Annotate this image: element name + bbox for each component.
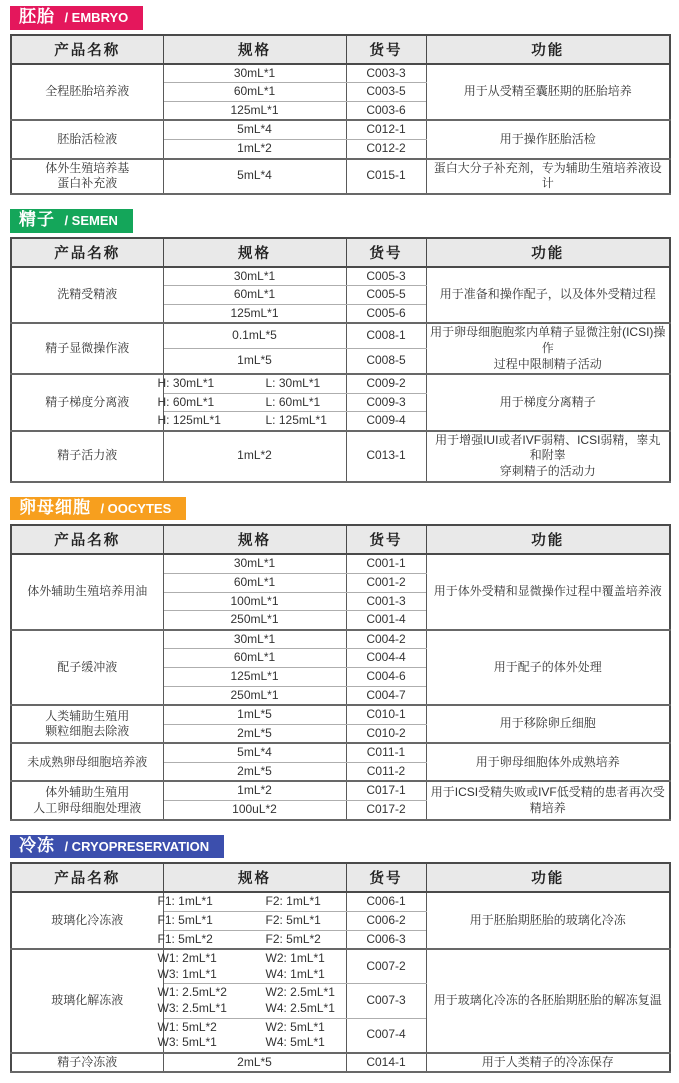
spec-value: W2: 2.5mL*1 (265, 985, 335, 1000)
spec-value: 100mL*1 (230, 593, 279, 608)
product-name-cell (11, 323, 163, 374)
spec-line (167, 594, 343, 610)
spec-line (167, 287, 343, 303)
spec-value: W1: 2.5mL*2 (157, 985, 227, 1000)
spec-cell (163, 120, 346, 139)
table-host-cryopreservation (10, 862, 669, 1073)
spec-value: H: 30mL*1 (157, 376, 215, 391)
catalog-number-cell: C017-1 (346, 781, 426, 800)
function-line: 用于人类精子的冷冻保存 (481, 1054, 614, 1069)
table-row (11, 323, 670, 348)
product-name-line: 胚胎活检液 (57, 131, 118, 146)
catalog-number-cell: C014-1 (346, 1053, 426, 1073)
catalog-number-cell: C001-4 (346, 611, 426, 630)
product-name-line: 人工卵母细胞处理液 (33, 800, 142, 815)
spec-cell (163, 286, 346, 305)
spec-line (167, 612, 343, 628)
table-row (11, 630, 670, 649)
table-row (11, 267, 670, 286)
spec-line (167, 669, 343, 685)
section-embryo (10, 6, 669, 195)
catalog-number-cell: C004-4 (346, 649, 426, 668)
spec-value: 5mL*4 (237, 168, 272, 183)
catalog-number-cell: C001-3 (346, 592, 426, 611)
column-header-function: 功能 (426, 238, 670, 267)
spec-value: 1mL*2 (237, 783, 272, 798)
spec-value: 60mL*1 (233, 574, 276, 589)
spec-cell (163, 667, 346, 686)
table-row (11, 120, 670, 139)
section-cryopreservation (10, 835, 669, 1074)
catalog-number-cell: C004-6 (346, 667, 426, 686)
spec-line (167, 103, 343, 119)
catalog-number-cell: C011-1 (346, 743, 426, 762)
product-name-line: 精子冷冻液 (57, 1054, 118, 1069)
product-name-cell (11, 267, 163, 324)
spec-value: W2: 1mL*1 (265, 951, 325, 966)
product-name-line: 体外生殖培养基 (45, 160, 130, 175)
function-line: 用于配子的体外处理 (493, 659, 602, 674)
product-name-cell (11, 630, 163, 705)
spec-line (157, 1019, 343, 1036)
catalog-number-cell: C010-2 (346, 724, 426, 743)
column-header-spec: 规格 (163, 238, 346, 267)
section-title-en: / CRYOPRESERVATION (64, 838, 210, 854)
catalog-number-cell: C007-3 (346, 984, 426, 1018)
spec-value: W1: 5mL*2 (157, 1019, 217, 1034)
spec-line (167, 84, 343, 100)
spec-value: F1: 5mL*2 (157, 931, 213, 946)
spec-line (167, 764, 343, 780)
spec-value: 1mL*2 (237, 448, 272, 463)
spec-line (167, 1055, 343, 1071)
column-header-code: 货号 (346, 238, 426, 267)
spec-value: F2: 5mL*1 (265, 912, 321, 927)
product-name-line: 体外辅助生殖用 (45, 784, 130, 799)
function-cell (426, 949, 670, 1053)
product-name-line: 精子活力液 (57, 448, 118, 463)
catalog-number-cell: C007-4 (346, 1018, 426, 1053)
table-host-semen (10, 237, 669, 483)
column-header-product: 产品名称 (11, 35, 163, 64)
table-row (11, 159, 670, 194)
spec-cell (157, 911, 346, 930)
spec-value: 250mL*1 (230, 612, 279, 627)
function-line: 用于卵母细胞胞浆内单精子显微注射(ICSI)操作 (430, 325, 666, 355)
product-name-cell (11, 120, 163, 158)
spec-cell (157, 930, 346, 949)
column-header-function: 功能 (426, 525, 670, 554)
column-header-spec: 规格 (163, 525, 346, 554)
spec-value: 125mL*1 (230, 668, 279, 683)
function-line: 用于从受精至囊胚期的胚胎培养 (463, 84, 632, 99)
spec-cell (163, 64, 346, 83)
spec-value: 125mL*1 (230, 102, 279, 117)
spec-value: W3: 1mL*1 (157, 966, 217, 981)
spec-value: 60mL*1 (233, 287, 276, 302)
spec-cell (163, 611, 346, 630)
product-table-cryopreservation (10, 862, 671, 1073)
section-semen (10, 209, 669, 483)
table-header-row (11, 35, 670, 64)
product-name-cell (11, 374, 163, 431)
catalog-number-cell: C003-3 (346, 64, 426, 83)
catalog-number-cell: C015-1 (346, 159, 426, 194)
spec-value: 1mL*2 (237, 141, 272, 156)
product-name-line: 体外辅助生殖培养用油 (27, 584, 148, 599)
function-line: 用于体外受精和显微操作过程中覆盖培养液 (433, 584, 662, 599)
catalog-number-cell: C009-3 (346, 393, 426, 412)
function-line: 用于增强IUI或者IVF弱精、ICSI弱精，睾丸和附睾 (435, 432, 661, 463)
spec-cell (163, 140, 346, 159)
spec-line (167, 122, 343, 138)
product-name-line: 精子显微操作液 (45, 340, 130, 355)
catalog-number-cell: C010-1 (346, 705, 426, 724)
table-row (11, 949, 670, 984)
function-cell (426, 323, 670, 374)
catalog-number-cell: C006-2 (346, 911, 426, 930)
product-name-cell (11, 892, 163, 949)
column-header-code: 货号 (346, 35, 426, 64)
spec-cell (157, 374, 346, 393)
spec-line (167, 575, 343, 591)
spec-cell (163, 323, 346, 348)
column-header-product: 产品名称 (11, 238, 163, 267)
spec-cell (163, 724, 346, 743)
spec-cell (157, 984, 346, 1018)
catalog-number-cell: C013-1 (346, 431, 426, 482)
spec-line (157, 931, 343, 948)
section-title-zh: 冷冻 (19, 835, 55, 855)
product-name-line: 精子梯度分离液 (45, 394, 130, 409)
table-row (11, 781, 670, 800)
product-name-line: 蛋白补充液 (57, 176, 118, 191)
product-table-semen (10, 237, 671, 483)
catalog-number-cell: C009-4 (346, 412, 426, 431)
spec-cell (163, 431, 346, 482)
spec-line (167, 688, 343, 704)
spec-value: 1mL*5 (237, 707, 272, 722)
column-header-code: 货号 (346, 525, 426, 554)
spec-value: F2: 5mL*2 (265, 931, 321, 946)
product-table-embryo (10, 34, 671, 195)
function-cell (426, 431, 670, 482)
catalog-number-cell: C012-2 (346, 140, 426, 159)
column-header-function: 功能 (426, 863, 670, 892)
spec-value: 30mL*1 (233, 268, 276, 283)
column-header-spec: 规格 (163, 35, 346, 64)
catalog-number-cell: C006-3 (346, 930, 426, 949)
spec-line (157, 912, 343, 929)
function-cell (426, 1053, 670, 1073)
spec-value: 60mL*1 (233, 650, 276, 665)
spec-value: 2mL*5 (237, 725, 272, 740)
catalog-number-cell: C008-1 (346, 323, 426, 348)
spec-cell (163, 304, 346, 323)
spec-line (157, 413, 343, 429)
product-name-line: 人类辅助生殖用 (45, 708, 130, 723)
table-row (11, 892, 670, 911)
spec-line (167, 66, 343, 82)
spec-value: H: 125mL*1 (157, 413, 221, 428)
table-host-embryo (10, 34, 669, 195)
spec-line (157, 1035, 343, 1051)
product-name-cell (11, 554, 163, 629)
spec-value: 1mL*5 (237, 353, 272, 368)
product-name-line: 洗精受精液 (57, 287, 118, 302)
spec-value: 2mL*5 (237, 763, 272, 778)
spec-line (167, 556, 343, 572)
spec-cell (163, 592, 346, 611)
product-name-cell (11, 64, 163, 121)
table-row (11, 374, 670, 393)
spec-line (157, 966, 343, 983)
spec-cell (163, 781, 346, 800)
function-cell (426, 64, 670, 121)
product-name-line: 全程胚胎培养液 (45, 84, 130, 99)
spec-cell (163, 1053, 346, 1073)
spec-value: 125mL*1 (230, 305, 279, 320)
spec-line (167, 168, 343, 184)
function-line: 用于准备和操作配子，以及体外受精过程 (439, 287, 656, 302)
spec-cell (163, 349, 346, 374)
table-row (11, 1053, 670, 1073)
spec-cell (163, 83, 346, 102)
spec-cell (163, 801, 346, 820)
table-row (11, 705, 670, 724)
spec-value: F1: 1mL*1 (157, 894, 213, 909)
spec-cell (163, 743, 346, 762)
spec-value: 60mL*1 (233, 84, 276, 99)
spec-line (167, 650, 343, 666)
function-cell (426, 374, 670, 431)
catalog-number-cell: C003-5 (346, 83, 426, 102)
function-line: 用于玻璃化冷冻的各胚胎期胚胎的解冻复温 (433, 993, 662, 1008)
product-table-oocytes (10, 524, 671, 820)
product-name-cell (11, 949, 163, 1053)
spec-line (167, 448, 343, 464)
table-row (11, 431, 670, 482)
spec-line (157, 951, 343, 967)
section-title-en: / EMBRYO (64, 10, 129, 25)
spec-line (167, 328, 343, 344)
spec-value: L: 30mL*1 (265, 376, 321, 391)
function-cell (426, 743, 670, 781)
section-banner-cryopreservation (10, 835, 224, 859)
table-row (11, 64, 670, 83)
product-name-cell (11, 705, 163, 743)
spec-value: 0.1mL*5 (232, 328, 277, 343)
spec-line (167, 745, 343, 761)
product-name-line: 配子缓冲液 (57, 659, 118, 674)
function-cell (426, 120, 670, 158)
function-line: 用于操作胚胎活检 (499, 131, 596, 146)
spec-value: 250mL*1 (230, 687, 279, 702)
catalog-number-cell: C004-7 (346, 686, 426, 705)
product-name-cell (11, 743, 163, 781)
spec-value: W3: 5mL*1 (157, 1035, 217, 1050)
spec-value: 5mL*4 (237, 745, 272, 760)
spec-line (167, 306, 343, 322)
spec-value: W4: 1mL*1 (265, 966, 325, 981)
catalog-number-cell: C008-5 (346, 349, 426, 374)
function-cell (426, 892, 670, 949)
function-line: 用于ICSI受精失败或IVF低受精的患者再次受精培养 (430, 784, 665, 815)
spec-line (167, 353, 343, 369)
spec-value: 2mL*5 (237, 1054, 272, 1069)
section-title-en: / SEMEN (64, 212, 118, 228)
spec-cell (157, 1018, 346, 1053)
column-header-code: 货号 (346, 863, 426, 892)
spec-cell (163, 705, 346, 724)
spec-line (157, 394, 343, 411)
spec-cell (157, 412, 346, 431)
spec-cell (163, 573, 346, 592)
function-line: 蛋白大分子补充剂，专为辅助生殖培养液设计 (433, 160, 662, 191)
product-name-cell (11, 1053, 163, 1073)
section-title-zh: 卵母细胞 (19, 497, 91, 517)
function-line: 过程中限制精子活动 (493, 356, 602, 371)
spec-cell (163, 762, 346, 781)
spec-value: 30mL*1 (233, 556, 276, 571)
section-oocytes (10, 497, 669, 821)
spec-line (157, 985, 343, 1001)
section-title-en: / OOCYTES (100, 500, 172, 516)
catalog-number-cell: C001-1 (346, 554, 426, 573)
column-header-function: 功能 (426, 35, 670, 64)
product-name-line: 玻璃化解冻液 (51, 993, 124, 1008)
spec-cell (157, 892, 346, 911)
function-cell (426, 267, 670, 324)
function-cell (426, 630, 670, 705)
table-header-row (11, 525, 670, 554)
product-name-cell (11, 159, 163, 194)
spec-value: F2: 1mL*1 (265, 894, 321, 909)
catalog-number-cell: C009-2 (346, 374, 426, 393)
spec-value: F1: 5mL*1 (157, 912, 213, 927)
section-banner-semen (10, 209, 133, 233)
function-cell (426, 159, 670, 194)
column-header-product: 产品名称 (11, 863, 163, 892)
column-header-product: 产品名称 (11, 525, 163, 554)
spec-cell (163, 554, 346, 573)
table-row (11, 554, 670, 573)
spec-line (167, 726, 343, 742)
column-header-spec: 规格 (163, 863, 346, 892)
spec-value: 100uL*2 (232, 802, 277, 817)
spec-line (157, 1000, 343, 1017)
catalog-number-cell: C005-3 (346, 267, 426, 286)
spec-line (157, 894, 343, 910)
table-header-row (11, 863, 670, 892)
product-name-cell (11, 781, 163, 819)
product-name-line: 未成熟卵母细胞培养液 (27, 754, 148, 769)
function-line: 用于卵母细胞体外成熟培养 (475, 754, 620, 769)
catalog-number-cell: C011-2 (346, 762, 426, 781)
function-cell (426, 781, 670, 819)
catalog-number-cell: C012-1 (346, 120, 426, 139)
catalog-number-cell: C017-2 (346, 801, 426, 820)
table-header-row (11, 238, 670, 267)
spec-cell (163, 686, 346, 705)
function-cell (426, 705, 670, 743)
function-line: 用于梯度分离精子 (499, 394, 596, 409)
table-host-oocytes (10, 524, 669, 820)
function-line: 穿刺精子的活动力 (499, 464, 596, 479)
function-line: 用于移除卵丘细胞 (499, 716, 596, 731)
catalog-number-cell: C001-2 (346, 573, 426, 592)
product-name-line: 颗粒细胞去除液 (45, 724, 130, 739)
spec-cell (163, 267, 346, 286)
catalog-number-cell: C004-2 (346, 630, 426, 649)
section-banner-oocytes (10, 497, 186, 521)
spec-value: W2: 5mL*1 (265, 1019, 325, 1034)
spec-value: 5mL*4 (237, 122, 272, 137)
spec-value: H: 60mL*1 (157, 394, 215, 409)
product-name-cell (11, 431, 163, 482)
spec-value: L: 60mL*1 (265, 394, 321, 409)
spec-line (157, 376, 343, 392)
spec-value: W3: 2.5mL*1 (157, 1000, 227, 1015)
spec-cell (163, 649, 346, 668)
spec-line (167, 632, 343, 648)
spec-value: 30mL*1 (233, 631, 276, 646)
function-line: 用于胚胎期胚胎的玻璃化冷冻 (469, 912, 626, 927)
spec-value: W1: 2mL*1 (157, 951, 217, 966)
table-row (11, 743, 670, 762)
spec-value: W4: 5mL*1 (265, 1035, 325, 1050)
spec-line (167, 269, 343, 285)
spec-line (167, 802, 343, 818)
spec-value: L: 125mL*1 (265, 413, 327, 428)
section-banner-embryo (10, 6, 143, 30)
catalog-number-cell: C006-1 (346, 892, 426, 911)
spec-cell (163, 630, 346, 649)
catalog-number-cell: C005-6 (346, 304, 426, 323)
spec-value: W4: 2.5mL*1 (265, 1000, 335, 1015)
spec-line (167, 141, 343, 157)
function-cell (426, 554, 670, 629)
spec-line (167, 783, 343, 799)
section-title-zh: 胚胎 (19, 7, 55, 26)
spec-line (167, 707, 343, 723)
spec-value: 30mL*1 (233, 65, 276, 80)
catalog-number-cell: C007-2 (346, 949, 426, 984)
spec-cell (163, 101, 346, 120)
catalog-number-cell: C005-5 (346, 286, 426, 305)
spec-cell (157, 949, 346, 984)
product-name-line: 玻璃化冷冻液 (51, 912, 124, 927)
spec-cell (163, 159, 346, 194)
spec-cell (157, 393, 346, 412)
section-title-zh: 精子 (19, 209, 55, 229)
catalog-number-cell: C003-6 (346, 101, 426, 120)
